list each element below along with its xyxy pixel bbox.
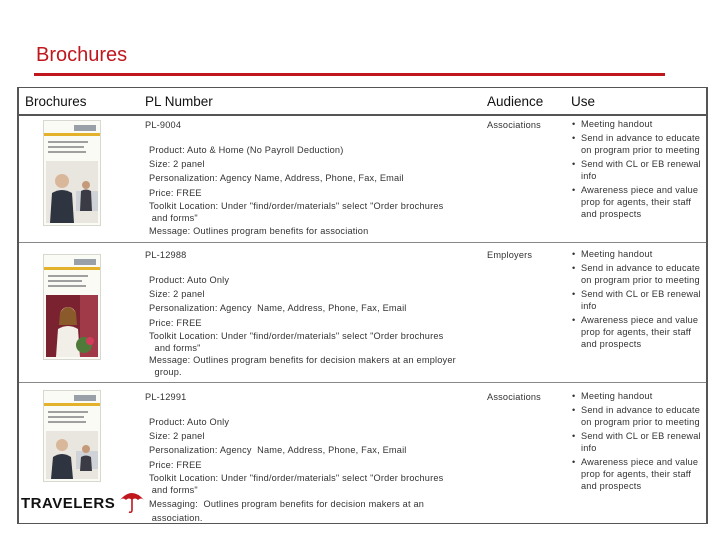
- detail-line: and forms": [149, 342, 201, 353]
- brochure-thumbnail: [43, 120, 101, 226]
- table-row: [19, 246, 706, 383]
- detail-line: and forms": [149, 484, 198, 495]
- detail-line: Price: FREE: [149, 187, 202, 198]
- detail-line: Product: Auto Only: [149, 275, 230, 285]
- list-item: • Meeting handout: [572, 119, 653, 129]
- title-underline: [34, 73, 665, 76]
- page-title: Brochures: [36, 44, 128, 66]
- pl-number: PL-12988: [145, 250, 187, 260]
- list-item: • Meeting handout: [572, 249, 653, 259]
- detail-line: Message: Outlines program benefits for decision makers at an employer: [149, 354, 456, 365]
- detail-line: Personalization: Agency Name, Address, Phone, Fax, Email: [149, 173, 404, 184]
- use-list: [572, 248, 704, 352]
- detail-line: Product: Auto & Home (No Payroll Deduction): [149, 145, 344, 155]
- brochure-thumbnail: [43, 390, 101, 482]
- list-item: • Send with CL or EB renewal info: [572, 159, 701, 181]
- brochure-photo: [46, 295, 98, 357]
- umbrella-icon: [118, 488, 146, 514]
- detail-line: Size: 2 panel: [149, 159, 205, 170]
- detail-line: Personalization: Agency Name, Address, Phone, Fax, Email: [149, 445, 407, 456]
- detail-line: and forms": [149, 212, 198, 223]
- header-brochures: Brochures: [25, 94, 87, 109]
- pl-number: PL-9004: [145, 120, 182, 130]
- detail-line: Message: Outlines program benefits for association: [149, 225, 369, 236]
- brochure-thumbnail: [43, 254, 101, 360]
- use-list: [572, 118, 704, 222]
- table-row: [19, 116, 706, 243]
- detail-line: association.: [149, 512, 203, 523]
- use-list: [572, 390, 704, 494]
- detail-line: Price: FREE: [149, 459, 202, 470]
- detail-line: Personalization: Agency Name, Address, Phone, Fax, Email: [149, 303, 407, 314]
- detail-line: Toolkit Location: Under "find/order/materials" select "Order brochures: [149, 472, 444, 483]
- brochure-details: [149, 143, 474, 238]
- list-item: • Send in advance to educate on program prior to meeting: [572, 133, 701, 155]
- header-audience: Audience: [487, 94, 544, 109]
- list-item: • Send with CL or EB renewal info: [572, 289, 701, 311]
- table-header-row: [19, 88, 706, 116]
- audience: Associations: [487, 120, 541, 130]
- brochure-details: [149, 273, 474, 378]
- brochures-table: [17, 87, 708, 524]
- list-item: • Send in advance to educate on program prior to meeting: [572, 405, 701, 427]
- brochure-photo: [46, 161, 98, 223]
- detail-line: Price: FREE: [149, 317, 202, 328]
- list-item: • Awareness piece and value prop for agents, their staff and prospects: [572, 315, 699, 349]
- list-item: • Send with CL or EB renewal info: [572, 431, 701, 453]
- pl-number: PL-12991: [145, 392, 187, 402]
- brochure-details: [149, 415, 474, 524]
- list-item: • Awareness piece and value prop for agents, their staff and prospects: [572, 185, 699, 219]
- header-pl-number: PL Number: [145, 94, 213, 109]
- travelers-logo: TRAVELERS: [21, 495, 116, 512]
- detail-line: Toolkit Location: Under "find/order/materials" select "Order brochures: [149, 330, 444, 341]
- audience: Employers: [487, 250, 533, 260]
- list-item: • Meeting handout: [572, 391, 653, 401]
- detail-line: group.: [149, 366, 182, 377]
- brochure-photo: [46, 431, 98, 479]
- list-item: • Send in advance to educate on program prior to meeting: [572, 263, 701, 285]
- detail-line: Toolkit Location: Under "find/order/materials" select "Order brochures: [149, 200, 444, 211]
- detail-line: Size: 2 panel: [149, 431, 205, 442]
- list-item: • Awareness piece and value prop for agents, their staff and prospects: [572, 457, 699, 491]
- audience: Associations: [487, 392, 541, 402]
- detail-line: Product: Auto Only: [149, 417, 230, 427]
- header-use: Use: [571, 94, 596, 109]
- detail-line: Messaging: Outlines program benefits for decision makers at an: [149, 498, 425, 509]
- detail-line: Size: 2 panel: [149, 289, 205, 300]
